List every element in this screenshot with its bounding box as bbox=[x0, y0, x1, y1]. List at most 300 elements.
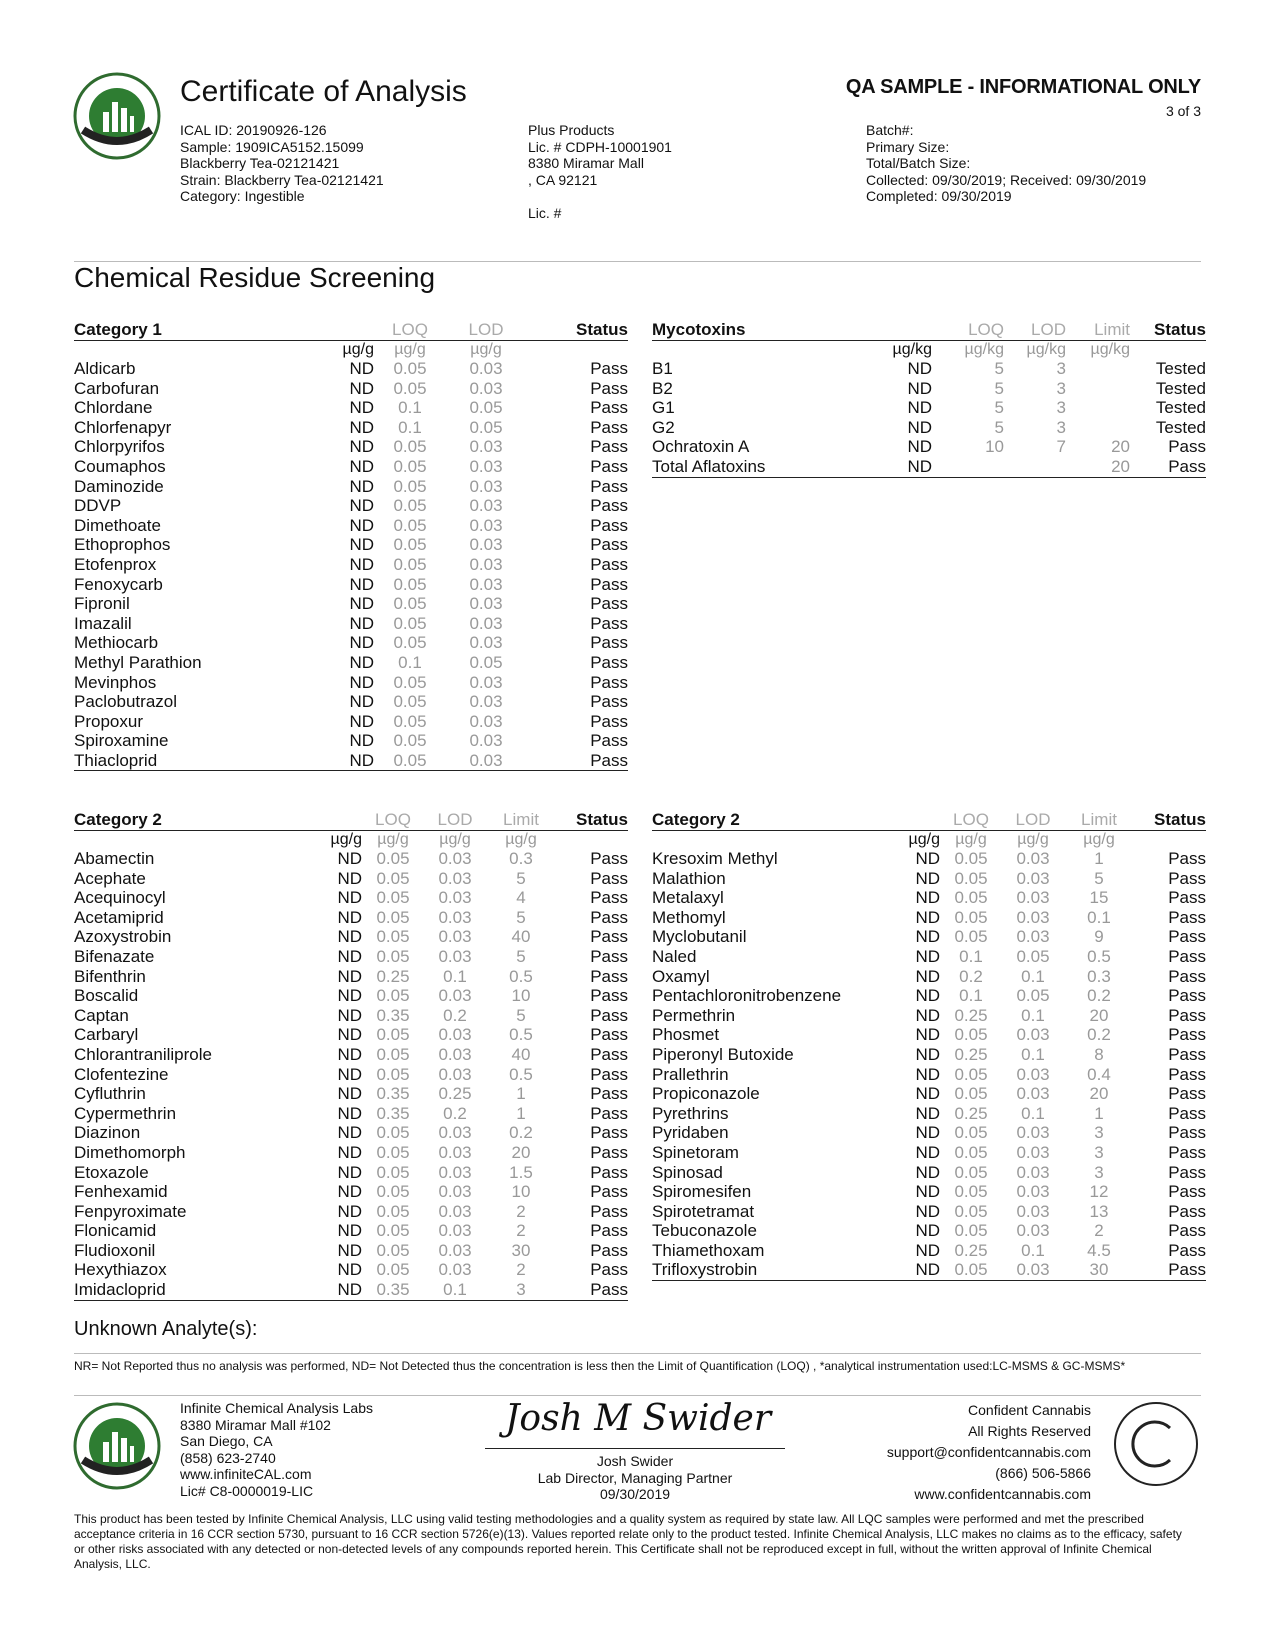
result-cell: ND bbox=[337, 1005, 362, 1025]
loq-cell: 5 bbox=[994, 378, 1004, 398]
lod-cell: 0.03 bbox=[438, 888, 472, 908]
analyte-name: Carbofuran bbox=[74, 378, 160, 398]
lod-cell: 0.05 bbox=[469, 417, 503, 437]
table-title: Category 1 bbox=[74, 318, 304, 341]
analyte-name: Bifenazate bbox=[74, 946, 155, 966]
limit-header: Limit bbox=[1064, 808, 1134, 831]
analyte-name: Malathion bbox=[652, 868, 726, 888]
result-cell: ND bbox=[907, 398, 932, 418]
limit-header: Limit bbox=[1066, 318, 1130, 341]
analyte-name: DDVP bbox=[74, 496, 122, 516]
loq-cell: 0.05 bbox=[393, 731, 427, 751]
status-cell: Pass bbox=[1168, 1162, 1206, 1182]
loq-cell: 0.05 bbox=[393, 456, 427, 476]
status-cell: Pass bbox=[1130, 457, 1206, 477]
result-cell: ND bbox=[349, 711, 374, 731]
lod-cell: 0.03 bbox=[469, 437, 503, 457]
loq-cell: 0.05 bbox=[954, 1064, 988, 1084]
table-row bbox=[74, 1025, 628, 1045]
status-cell: Pass bbox=[556, 1280, 628, 1300]
analyte-name: Spinosad bbox=[652, 1162, 723, 1182]
table-row bbox=[74, 359, 628, 379]
lab-info bbox=[180, 1400, 373, 1499]
result-cell: ND bbox=[915, 1240, 940, 1260]
lod-cell: 0.05 bbox=[1016, 946, 1050, 966]
table-row bbox=[74, 437, 628, 457]
status-cell: Pass bbox=[1168, 1182, 1206, 1202]
lod-cell: 0.03 bbox=[469, 711, 503, 731]
loq-cell: 0.2 bbox=[959, 966, 983, 986]
sample-info-line: ICAL ID: 20190926-126 bbox=[180, 122, 327, 138]
loq-cell: 0.35 bbox=[362, 1280, 424, 1300]
limit-cell bbox=[1066, 379, 1130, 399]
analyte-name: Imazalil bbox=[74, 613, 132, 633]
loq-cell: 0.05 bbox=[376, 868, 410, 888]
client-info-line: Lic. # bbox=[528, 204, 562, 221]
loq-cell: 0.05 bbox=[954, 1025, 988, 1045]
abbreviation-note: NR= Not Reported thus no analysis was performed, ND= Not Detected thus the concentration is less then the Limit of Quantification (LOQ) , *analytical instrumentation used:LC-MSMS & GC-MSMS* bbox=[74, 1359, 1126, 1373]
table-row bbox=[74, 1182, 628, 1202]
status-cell: Pass bbox=[1168, 868, 1206, 888]
table-row bbox=[652, 1143, 1206, 1163]
analyte-name: Paclobutrazol bbox=[74, 692, 178, 712]
status-cell: Pass bbox=[1168, 1025, 1206, 1045]
lab-info-line: www.infiniteCAL.com bbox=[180, 1466, 312, 1482]
table-row bbox=[74, 1143, 628, 1163]
loq-cell: 0.05 bbox=[393, 672, 427, 692]
signatory bbox=[485, 1453, 785, 1503]
batch-info-line: Primary Size: bbox=[866, 138, 950, 155]
status-cell: Pass bbox=[590, 1103, 628, 1123]
status-cell: Pass bbox=[590, 535, 628, 555]
result-cell: ND bbox=[907, 437, 932, 457]
status-cell: Pass bbox=[590, 1064, 628, 1084]
loq-cell: 0.05 bbox=[376, 1182, 410, 1202]
status-cell: Pass bbox=[590, 378, 628, 398]
analyte-name: Cyfluthrin bbox=[74, 1084, 146, 1104]
loq-header: LOQ bbox=[362, 808, 424, 831]
analyte-name: Diazinon bbox=[74, 1123, 141, 1143]
limit-cell: 13 bbox=[1089, 1201, 1109, 1221]
analyte-name: Chlordane bbox=[74, 398, 153, 418]
lod-header: LOD bbox=[1004, 318, 1066, 341]
result-cell: ND bbox=[915, 966, 940, 986]
lod-cell: 0.2 bbox=[443, 1103, 467, 1123]
lod-cell: 0.03 bbox=[1016, 1162, 1050, 1182]
loq-cell: 0.35 bbox=[376, 1005, 410, 1025]
sample-info-line: Category: Ingestible bbox=[180, 188, 305, 204]
sample-info-line: Strain: Blackberry Tea-02121421 bbox=[180, 171, 384, 188]
analyte-name: Captan bbox=[74, 1005, 129, 1025]
unit-label: µg/g bbox=[439, 831, 471, 848]
lab-info-line: Lic# C8-0000019-LIC bbox=[180, 1482, 314, 1499]
analyte-name: B2 bbox=[652, 378, 673, 398]
analyte-name: Pyridaben bbox=[652, 1123, 729, 1143]
table-row bbox=[74, 614, 628, 634]
limit-cell: 0.3 bbox=[1087, 966, 1111, 986]
lab-info-line: 8380 Miramar Mall #102 bbox=[180, 1416, 331, 1433]
status-cell: Pass bbox=[590, 1201, 628, 1221]
loq-cell: 0.05 bbox=[954, 1182, 988, 1202]
limit-cell bbox=[1066, 418, 1130, 438]
table-row bbox=[74, 398, 628, 418]
lod-cell: 0.05 bbox=[469, 398, 503, 418]
table-row bbox=[652, 888, 1206, 908]
loq-cell: 0.05 bbox=[376, 927, 410, 947]
limit-cell: 1 bbox=[1094, 849, 1104, 868]
status-cell: Pass bbox=[1168, 946, 1206, 966]
lod-cell: 0.03 bbox=[438, 907, 472, 927]
lod-cell: 0.03 bbox=[438, 1064, 472, 1084]
sample-info-line: Sample: 1909ICA5152.15099 bbox=[180, 138, 364, 155]
signature-script: Josh M Swider bbox=[505, 1398, 772, 1439]
unit-label: µg/g bbox=[908, 831, 940, 848]
result-cell: ND bbox=[349, 515, 374, 535]
limit-cell: 20 bbox=[1111, 437, 1130, 457]
analyte-name: B1 bbox=[652, 359, 673, 378]
limit-cell: 1 bbox=[1094, 1103, 1104, 1123]
table-row bbox=[652, 398, 1206, 418]
loq-cell: 0.05 bbox=[376, 1240, 410, 1260]
loq-cell bbox=[932, 457, 1004, 477]
loq-cell: 0.05 bbox=[376, 888, 410, 908]
status-cell: Pass bbox=[590, 1221, 628, 1241]
result-cell: ND bbox=[915, 986, 940, 1006]
analyte-name: Aldicarb bbox=[74, 359, 136, 378]
analyte-name: Trifloxystrobin bbox=[652, 1260, 874, 1280]
loq-cell: 0.05 bbox=[393, 515, 427, 535]
result-cell: ND bbox=[915, 1162, 940, 1182]
status-cell: Pass bbox=[1168, 966, 1206, 986]
analyte-name: Myclobutanil bbox=[652, 927, 747, 947]
loq-cell: 0.05 bbox=[376, 1221, 410, 1241]
result-cell: ND bbox=[337, 927, 362, 947]
status-cell: Pass bbox=[590, 849, 628, 868]
analyte-name: Abamectin bbox=[74, 849, 155, 868]
analyte-name: Spinetoram bbox=[652, 1142, 739, 1162]
unit-label: µg/g bbox=[505, 831, 537, 848]
status-cell: Pass bbox=[590, 672, 628, 692]
signature-date: 09/30/2019 bbox=[599, 1486, 671, 1502]
loq-cell: 0.05 bbox=[376, 1123, 410, 1143]
lod-cell: 0.03 bbox=[469, 456, 503, 476]
table-row bbox=[74, 731, 628, 751]
table-row bbox=[74, 1084, 628, 1104]
loq-cell: 0.25 bbox=[954, 1103, 988, 1123]
result-cell: ND bbox=[349, 692, 374, 712]
limit-cell: 0.1 bbox=[1087, 907, 1111, 927]
lod-cell: 0.03 bbox=[469, 672, 503, 692]
batch-info-line: Total/Batch Size: bbox=[866, 155, 971, 171]
status-cell: Pass bbox=[1168, 1221, 1206, 1241]
table-row bbox=[74, 967, 628, 987]
result-cell: ND bbox=[915, 888, 940, 908]
table-row bbox=[74, 1123, 628, 1143]
loq-cell: 0.05 bbox=[393, 574, 427, 594]
loq-cell: 0.05 bbox=[954, 888, 988, 908]
disclaimer: This product has been tested by Infinite Chemical Analysis, LLC using valid testing methodologies and a quality system as required by state law. All LQC samples were performed and met the prescribed acceptance criteria in 16 CCR section 5730, pursuant to 16 CCR section 5726(e)(13). Values reported relate only to the product tested. Infinite Chemical Analysis, LLC makes no claims as to the efficacy, safety or other risks associated with any detected or non-detected levels of any compounds reported herein. This Certificate shall not be reproduced except in full, without the written approval of Infinite Chemical Analysis, LLC. bbox=[74, 1512, 1182, 1571]
lod-cell: 0.03 bbox=[469, 496, 503, 516]
unit-label: µg/g bbox=[470, 341, 502, 358]
status-cell: Pass bbox=[590, 692, 628, 712]
analyte-name: Propiconazole bbox=[652, 1084, 760, 1104]
table-row bbox=[652, 1202, 1206, 1222]
table-row bbox=[74, 379, 628, 399]
status-cell: Pass bbox=[1168, 437, 1206, 457]
analyte-name: Pyrethrins bbox=[652, 1103, 729, 1123]
result-cell: ND bbox=[349, 359, 374, 378]
loq-cell: 0.1 bbox=[959, 946, 983, 966]
table-row bbox=[74, 908, 628, 928]
table-row bbox=[652, 927, 1206, 947]
lod-cell: 0.03 bbox=[469, 378, 503, 398]
mycotoxins-table bbox=[652, 318, 1206, 478]
analyte-name: Dimethomorph bbox=[74, 1142, 186, 1162]
loq-cell: 0.05 bbox=[376, 1044, 410, 1064]
limit-cell: 3 bbox=[1094, 1123, 1104, 1143]
result-cell: ND bbox=[907, 378, 932, 398]
analyte-name: Metalaxyl bbox=[652, 888, 724, 908]
limit-cell: 3 bbox=[486, 1280, 556, 1300]
lod-cell: 0.1 bbox=[1021, 966, 1045, 986]
analyte-name: Spirotetramat bbox=[652, 1201, 755, 1221]
limit-cell: 15 bbox=[1089, 888, 1109, 908]
status-cell: Pass bbox=[590, 437, 628, 457]
lod-cell: 0.03 bbox=[1016, 1221, 1050, 1241]
lod-cell: 0.03 bbox=[469, 535, 503, 555]
loq-cell: 0.05 bbox=[376, 849, 410, 868]
analyte-name: Total Aflatoxins bbox=[652, 457, 852, 477]
lab-info-line: (858) 623-2740 bbox=[180, 1449, 276, 1466]
unit-label: µg/g bbox=[330, 831, 362, 848]
loq-cell: 0.05 bbox=[954, 1084, 988, 1104]
table-row bbox=[74, 457, 628, 477]
lab-info-line: Infinite Chemical Analysis Labs bbox=[180, 1400, 373, 1416]
loq-header: LOQ bbox=[374, 318, 446, 341]
unit-label: µg/kg bbox=[964, 341, 1004, 358]
status-cell: Pass bbox=[1168, 1201, 1206, 1221]
lod-cell: 0.03 bbox=[469, 554, 503, 574]
loq-cell: 0.05 bbox=[376, 1025, 410, 1045]
table-row bbox=[74, 1241, 628, 1261]
analyte-name: Naled bbox=[652, 946, 697, 966]
limit-cell: 0.5 bbox=[509, 1025, 533, 1045]
status-cell: Pass bbox=[590, 476, 628, 496]
loq-cell: 0.05 bbox=[376, 1201, 410, 1221]
loq-cell: 0.05 bbox=[376, 1142, 410, 1162]
loq-cell: 0.1 bbox=[398, 417, 422, 437]
analyte-name: Dimethoate bbox=[74, 515, 161, 535]
loq-cell: 0.1 bbox=[959, 986, 983, 1006]
table-row bbox=[74, 1163, 628, 1183]
lod-cell: 0.03 bbox=[1016, 1064, 1050, 1084]
loq-cell: 0.05 bbox=[374, 751, 446, 771]
result-cell: ND bbox=[337, 1260, 362, 1280]
table-row bbox=[74, 594, 628, 614]
limit-cell: 0.3 bbox=[509, 849, 533, 868]
status-cell: Pass bbox=[590, 496, 628, 516]
result-cell: ND bbox=[337, 986, 362, 1006]
limit-cell: 12 bbox=[1089, 1182, 1109, 1202]
analyte-name: Hexythiazox bbox=[74, 1260, 167, 1280]
limit-cell: 30 bbox=[1064, 1260, 1134, 1280]
analyte-name: Permethrin bbox=[652, 1005, 736, 1025]
status-header: Status bbox=[1130, 318, 1206, 341]
status-cell: Pass bbox=[590, 456, 628, 476]
status-cell: Pass bbox=[1168, 1064, 1206, 1084]
result-cell: ND bbox=[337, 1064, 362, 1084]
lod-cell: 3 bbox=[1056, 417, 1066, 437]
batch-info-line: Batch#: bbox=[866, 122, 914, 138]
status-cell: Tested bbox=[1155, 417, 1206, 437]
result-cell: ND bbox=[304, 751, 374, 771]
status-cell: Pass bbox=[590, 398, 628, 418]
table-row bbox=[652, 359, 1206, 379]
status-cell: Pass bbox=[590, 417, 628, 437]
category1-table bbox=[74, 318, 628, 771]
analyte-name: Etofenprox bbox=[74, 554, 157, 574]
table-row bbox=[652, 947, 1206, 967]
cc-line: support@confidentcannabis.com bbox=[886, 1444, 1091, 1460]
analyte-name: Cypermethrin bbox=[74, 1103, 177, 1123]
limit-cell: 1 bbox=[516, 1084, 526, 1104]
unit-label: µg/kg bbox=[892, 341, 932, 358]
unknown-analytes-label: Unknown Analyte(s): bbox=[74, 1318, 258, 1340]
result-cell: ND bbox=[349, 672, 374, 692]
loq-cell: 0.05 bbox=[393, 476, 427, 496]
lod-cell: 0.1 bbox=[1021, 1103, 1045, 1123]
lod-cell: 7 bbox=[1056, 437, 1066, 457]
table-row bbox=[74, 1260, 628, 1280]
table-row bbox=[74, 986, 628, 1006]
table-row bbox=[652, 1025, 1206, 1045]
result-cell: ND bbox=[915, 1103, 940, 1123]
limit-cell: 3 bbox=[1094, 1142, 1104, 1162]
table-row bbox=[652, 379, 1206, 399]
table-row bbox=[74, 1045, 628, 1065]
limit-cell: 5 bbox=[1094, 868, 1104, 888]
lod-cell: 0.03 bbox=[1016, 1142, 1050, 1162]
loq-cell: 0.05 bbox=[376, 1260, 410, 1280]
status-cell: Pass bbox=[590, 652, 628, 672]
status-cell: Pass bbox=[590, 946, 628, 966]
limit-cell: 20 bbox=[1089, 1084, 1109, 1104]
lod-cell: 0.1 bbox=[1021, 1044, 1045, 1064]
unit-label: µg/g bbox=[377, 831, 409, 848]
limit-cell: 4.5 bbox=[1087, 1240, 1111, 1260]
result-cell: ND bbox=[915, 868, 940, 888]
status-cell: Pass bbox=[590, 1025, 628, 1045]
lod-cell: 0.03 bbox=[469, 515, 503, 535]
client-info-line bbox=[528, 188, 672, 205]
loq-cell: 0.05 bbox=[376, 1064, 410, 1084]
limit-cell: 2 bbox=[516, 1260, 526, 1280]
table-row bbox=[652, 1163, 1206, 1183]
result-cell: ND bbox=[349, 535, 374, 555]
analyte-name: Tebuconazole bbox=[652, 1221, 757, 1241]
limit-cell: 1 bbox=[516, 1103, 526, 1123]
limit-cell: 0.5 bbox=[1087, 946, 1111, 966]
lod-cell: 0.03 bbox=[469, 692, 503, 712]
loq-cell: 0.05 bbox=[954, 927, 988, 947]
table-row bbox=[74, 535, 628, 555]
limit-cell: 3 bbox=[1094, 1162, 1104, 1182]
analyte-name: Thiamethoxam bbox=[652, 1240, 765, 1260]
lod-cell: 0.03 bbox=[469, 731, 503, 751]
loq-cell: 0.25 bbox=[954, 1005, 988, 1025]
qa-sample-label: QA SAMPLE - INFORMATIONAL ONLY bbox=[845, 76, 1201, 98]
lod-cell: 0.05 bbox=[469, 652, 503, 672]
lod-cell: 0.03 bbox=[438, 1044, 472, 1064]
loq-cell: 0.05 bbox=[954, 868, 988, 888]
analyte-name: Piperonyl Butoxide bbox=[652, 1044, 794, 1064]
table-row bbox=[74, 496, 628, 516]
lod-cell: 0.03 bbox=[1016, 1084, 1050, 1104]
client-info-line: Lic. # CDPH-10001901 bbox=[528, 138, 672, 155]
loq-cell: 0.05 bbox=[393, 554, 427, 574]
result-cell: ND bbox=[337, 1044, 362, 1064]
limit-cell: 5 bbox=[516, 907, 526, 927]
table-row bbox=[74, 849, 628, 869]
result-cell: ND bbox=[337, 849, 362, 868]
status-cell: Pass bbox=[590, 731, 628, 751]
lod-cell: 0.03 bbox=[469, 594, 503, 614]
loq-cell: 0.1 bbox=[398, 398, 422, 418]
result-cell: ND bbox=[337, 1103, 362, 1123]
sample-info-line: Blackberry Tea-02121421 bbox=[180, 155, 340, 171]
status-cell: Pass bbox=[590, 711, 628, 731]
result-cell: ND bbox=[852, 457, 932, 477]
result-cell: ND bbox=[349, 496, 374, 516]
limit-cell bbox=[1066, 398, 1130, 418]
result-cell: ND bbox=[337, 1221, 362, 1241]
loq-cell: 0.05 bbox=[376, 986, 410, 1006]
loq-cell: 0.05 bbox=[954, 1162, 988, 1182]
status-cell: Tested bbox=[1155, 359, 1206, 378]
limit-cell: 5 bbox=[516, 1005, 526, 1025]
analyte-name: G2 bbox=[652, 417, 675, 437]
lod-cell: 0.03 bbox=[438, 1142, 472, 1162]
status-cell: Pass bbox=[590, 1005, 628, 1025]
loq-cell: 0.05 bbox=[954, 1123, 988, 1143]
lod-cell: 0.03 bbox=[446, 751, 526, 771]
result-cell: ND bbox=[915, 1221, 940, 1241]
lod-cell: 0.03 bbox=[469, 574, 503, 594]
result-cell: ND bbox=[337, 907, 362, 927]
table-title: Category 2 bbox=[652, 808, 874, 831]
table-row bbox=[652, 1104, 1206, 1124]
loq-cell: 5 bbox=[994, 359, 1004, 378]
analyte-name: Spiroxamine bbox=[74, 731, 169, 751]
lod-cell: 0.03 bbox=[469, 359, 503, 378]
lod-cell: 0.03 bbox=[1016, 1182, 1050, 1202]
result-cell: ND bbox=[337, 1084, 362, 1104]
result-cell: ND bbox=[349, 731, 374, 751]
table-row bbox=[74, 555, 628, 575]
footer-divider bbox=[74, 1395, 1201, 1396]
limit-cell: 0.4 bbox=[1087, 1064, 1111, 1084]
limit-cell: 5 bbox=[516, 868, 526, 888]
status-cell: Pass bbox=[1168, 1240, 1206, 1260]
result-cell: ND bbox=[337, 1142, 362, 1162]
limit-cell: 8 bbox=[1094, 1044, 1104, 1064]
analyte-name: Imidacloprid bbox=[74, 1280, 296, 1300]
table-row bbox=[74, 477, 628, 497]
notes-divider bbox=[74, 1353, 1201, 1354]
status-cell: Pass bbox=[590, 927, 628, 947]
result-cell: ND bbox=[915, 946, 940, 966]
loq-cell: 0.05 bbox=[376, 907, 410, 927]
